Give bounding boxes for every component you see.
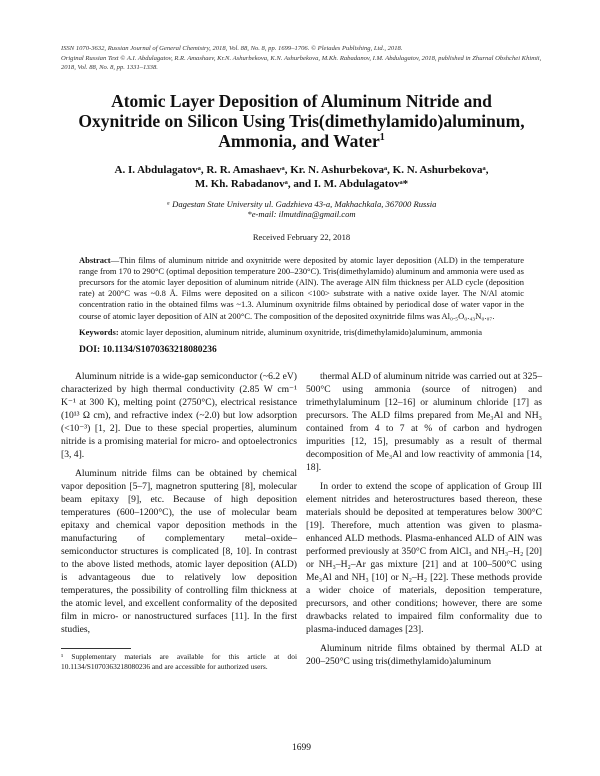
left-column bbox=[61, 370, 297, 674]
abstract bbox=[79, 255, 524, 322]
affiliation-address: ᵃ Dagestan State University ul. Gadzhieva 43-a, Makhachkala, 367000 Russia bbox=[166, 198, 437, 209]
keywords bbox=[79, 327, 524, 338]
authors-line-1: A. I. Abdulagatovᵃ, R. R. Amashaevᵃ, Kr. N. Ashurbekovaᵃ, K. N. Ashurbekovaᵃ, bbox=[114, 163, 489, 176]
page-number: 1699 bbox=[292, 743, 311, 753]
doi-label: DOI: bbox=[79, 344, 101, 355]
footnote: ¹ Supplementary materials are available for this article at doi 10.1134/S1070363218080236 and are accessible for authorized users. bbox=[61, 651, 297, 671]
keywords-label: Keywords: bbox=[79, 326, 119, 337]
author-list bbox=[61, 163, 542, 191]
paragraph: In order to extend the scope of application of Group III element nitrides and heterostructures based thereon, these materials should be deposited at temperatures below 300°C [19]. Therefore, much attention was given to plasma-enhanced ALD methods. Plasma-enhanced ALD of AlN was performed previously at 350°C from AlCl₃ and NH₃–H₂ [20] or NH₃–H₂–Ar gas mixture [21] and at 100–500°C using Me₃Al and NH₃ [10] or N₂–H₂ [22]. These methods provide a wider choice of materials, deposition temperature, precursors, and other conditions; however, there are some drawbacks related to impaired film conformality due to plasma-induced damages [23]. bbox=[306, 480, 542, 635]
abstract-text: —Thin films of aluminum nitride and oxynitride were deposited by atomic layer deposition (ALD) in the temperature range from 170 to 290°C (optimal deposition temperature 200–230°C). Tris(dimethylamido) aluminum and ammonia were used as precursors for the atomic layer deposition of aluminum nitride (AlN). The average AlN film thickness per ALD cycle (deposition rate) at 200°C was ~0.8 Å. Films were deposited on a silicon <100> substrate with a native oxide layer. The N/Al atomic concentration ratio in the obtained films was ~1.3. Aluminum oxynitride films obtained by periodical dose of water vapor in the course of atomic layer deposition of AlN at 200°C. The composition of the deposited oxynitride films was Al₀.₅O₀.₄₃N₀.₀₇. bbox=[79, 254, 524, 321]
paragraph: thermal ALD of aluminum nitride was carried out at 325–500°C using ammonia (source of nitrogen) and trimethylaluminum [12–16] or aluminum chloride [17] as precursors. The ALD films prepared from Me₃Al and NH₃ contained from 4 to 7 at % of carbon and hydrogen impurities [12, 15], presumably as a result of thermal decomposition of Me₃Al and low reactivity of ammonia [14, 18]. bbox=[306, 370, 542, 473]
affiliation bbox=[61, 199, 542, 220]
footnote-divider bbox=[61, 648, 131, 649]
doi bbox=[79, 344, 524, 356]
paragraph: Aluminum nitride films can be obtained by chemical vapor deposition [5–7], magnetron sputtering [8], molecular beam epitaxy [9], etc. Because of high deposition temperatures (600–1200°C), the use of molecular beam epitaxy and chemical vapor deposition methods in the manufacturing of complementary metal–oxide–semiconductor structures is complicated [8, 10]. In contrast to the above listed methods, atomic layer deposition (ALD) is advantageous due to relatively low deposition temperatures, the possibility of controlling film thickness at the atomic level, and excellent conformality of the deposited film in micro- or nanostructured surfaces [11]. In the first studies, bbox=[61, 467, 297, 635]
body-columns bbox=[61, 370, 542, 674]
authors-line-2: M. Kh. Rabadanovᵃ, and I. M. Abdulagatovᵃ* bbox=[194, 177, 409, 190]
paragraph: Aluminum nitride is a wide-gap semiconductor (~6.2 eV) characterized by high thermal conductivity (2.85 W cm⁻¹ K⁻¹ at 300 K), melting point (2750°C), electrical resistance (10¹³ Ω cm), and refractive index (~2.0) but low adsorption (<10⁻³) [1, 2]. Due to these special properties, aluminum nitride is a promising material for micro- and optoelectronics [3, 4]. bbox=[61, 370, 297, 460]
title-footnote-mark: 1 bbox=[379, 131, 385, 143]
right-column bbox=[306, 370, 542, 674]
contact-email: *e-mail: ilmutdina@gmail.com bbox=[247, 209, 356, 219]
received-date: Received February 22, 2018 bbox=[252, 231, 351, 242]
header-issn-line: ISSN 1070-3632, Russian Journal of General Chemistry, 2018, Vol. 88, No. 8, pp. 1699–1706. © Pleiades Publishing, Ltd., 2018. bbox=[61, 45, 403, 52]
journal-header bbox=[61, 44, 542, 73]
title-text: Atomic Layer Deposition of Aluminum Nitride and Oxynitride on Silicon Using Tris(dimethylamido)aluminum, Ammonia, and Water bbox=[78, 90, 525, 151]
keywords-text: atomic layer deposition, aluminum nitride, aluminum oxynitride, tris(dimethylamido)aluminum, ammonia bbox=[118, 326, 482, 337]
header-original-text-line: Original Russian Text © A.I. Abdulagatov, R.R. Amashaev, Kr.N. Ashurbekova, K.N. Ashurbekova, M.Kh. Rabadanov, I.M. Abdulagatov, 2018, published in Zhurnal Obshchei Khimii, 2018, Vol. 88, No. 8, pp. 1331–1338. bbox=[61, 54, 542, 71]
paper-title bbox=[61, 91, 542, 151]
abstract-label: Abstract bbox=[79, 254, 111, 265]
doi-value: 10.1134/S1070363218080236 bbox=[100, 344, 217, 355]
paragraph: Aluminum nitride films obtained by thermal ALD at 200–250°C using tris(dimethylamido)aluminum bbox=[306, 642, 542, 667]
